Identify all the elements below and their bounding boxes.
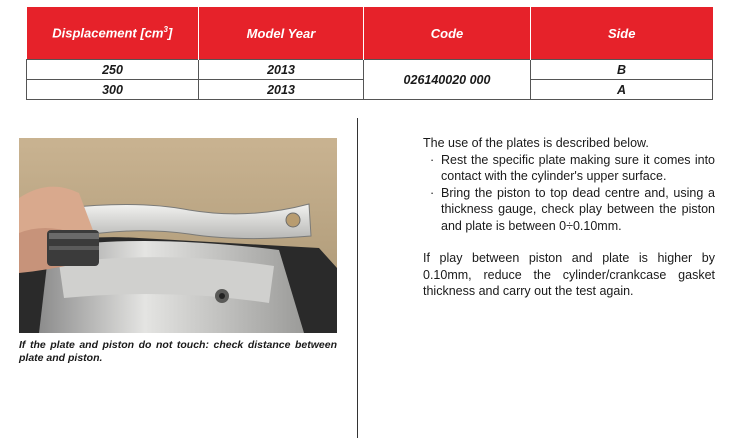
instruction-list — [423, 152, 715, 235]
cell-displacement: 300 — [27, 80, 199, 100]
header-side: Side — [531, 7, 713, 60]
cell-side: B — [531, 60, 713, 80]
cell-code: 026140020 000 — [364, 60, 531, 100]
column-divider — [357, 118, 358, 438]
table-header-row — [27, 7, 713, 60]
gasket-paragraph: If play between piston and plate is higher by 0.10mm, reduce the cylinder/crankcase gasket thickness and carry out the test again. — [423, 251, 715, 298]
bullet-glyph: · — [430, 152, 435, 167]
plate-piston-photo — [19, 138, 337, 333]
intro-text: The use of the plates is described below. — [423, 136, 649, 150]
table-row — [27, 60, 713, 80]
header-code: Code — [364, 7, 531, 60]
instructions — [423, 135, 715, 300]
specification-table — [26, 7, 713, 100]
cell-side: A — [531, 80, 713, 100]
list-item: · Rest the specific plate making sure it comes into contact with the cylinder's upper surface. — [430, 152, 715, 183]
header-model-year: Model Year — [199, 7, 364, 60]
bullet-glyph: · — [430, 185, 435, 200]
cell-model-year: 2013 — [199, 80, 364, 100]
photo-caption: If the plate and piston do not touch: check distance between plate and piston. — [19, 339, 337, 364]
cell-model-year: 2013 — [199, 60, 364, 80]
cell-displacement: 250 — [27, 60, 199, 80]
list-item: · Bring the piston to top dead centre and, using a thickness gauge, check play between the piston and plate is between 0÷0.10mm. — [430, 185, 715, 233]
header-displacement: Displacement $[cm^3]$ — [27, 7, 199, 60]
